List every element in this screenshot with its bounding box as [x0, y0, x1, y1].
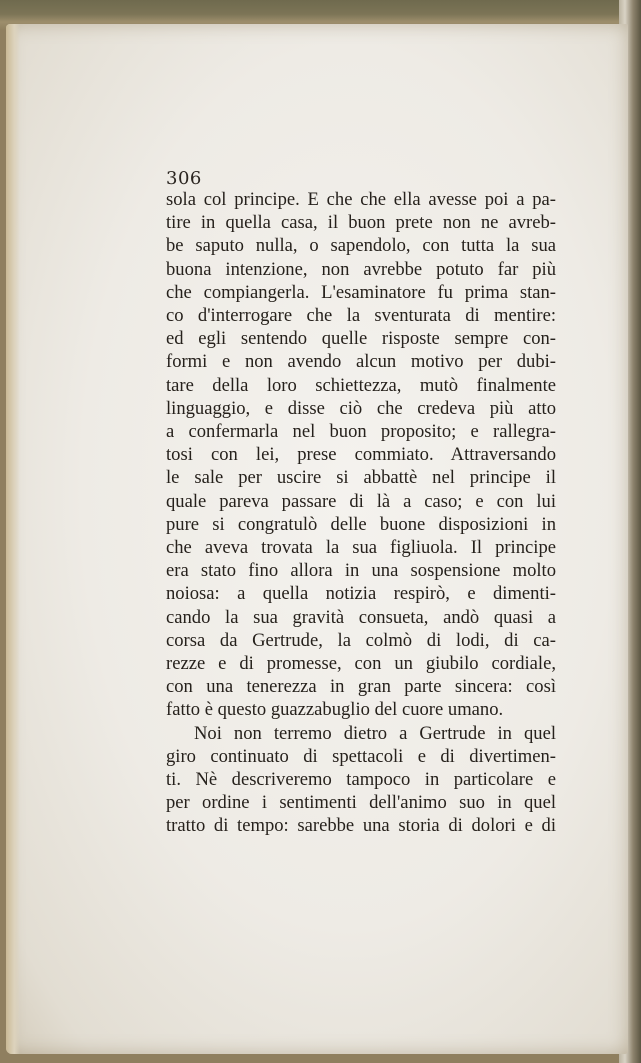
- text-line: Noi non terremo dietro a Gertrude in quel: [194, 722, 556, 744]
- text-line: co d'interrogare che la sventurata di mentire:: [166, 305, 556, 327]
- text-line: tire in quella casa, il buon prete non ne avreb-: [166, 212, 556, 234]
- text-line: era stato fino allora in una sospensione molto: [166, 560, 556, 582]
- text-line: corsa da Gertrude, la colmò di lodi, di ca-: [166, 629, 556, 651]
- text-line: per ordine i sentimenti dell'animo suo in quel: [166, 792, 556, 814]
- text-line: rezze e di promesse, con un giubilo cordiale,: [166, 653, 556, 675]
- text-line: fatto è questo guazzabuglio del cuore umano.: [166, 699, 504, 721]
- text-line: buona intenzione, non avrebbe potuto far più: [166, 258, 556, 280]
- text-line: che aveva trovata la sua figliuola. Il principe: [166, 537, 556, 559]
- text-line: formi e non avendo alcun motivo per dubi-: [166, 351, 556, 373]
- text-line: be saputo nulla, o sapendolo, con tutta la sua: [166, 235, 556, 257]
- text-line: linguaggio, e disse ciò che credeva più atto: [166, 397, 556, 419]
- text-line: tosi con lei, prese commiato. Attraversando: [166, 444, 556, 466]
- text-line: pure si congratulò delle buone disposizioni in: [166, 513, 556, 535]
- text-line: cando la sua gravità consueta, andò quasi a: [166, 606, 556, 628]
- text-line: noiosa: a quella notizia respirò, e dimenti-: [166, 583, 556, 605]
- text-line: che compiangerla. L'esaminatore fu prima stan-: [166, 281, 556, 303]
- text-line: a confermarla nel buon proposito; e rallegra-: [166, 421, 556, 443]
- text-line: con una tenerezza in gran parte sincera: così: [166, 676, 556, 698]
- text-line: giro continuato di spettacoli e di divertimen-: [166, 745, 556, 767]
- text-line: sola col principe. E che che ella avesse poi a pa-: [166, 189, 556, 210]
- text-line: quale pareva passare di là a caso; e con lui: [166, 490, 556, 512]
- body-text: [166, 188, 556, 838]
- text-line: ti. Nè descriveremo tampoco in particolare e: [166, 769, 556, 791]
- text-line: tratto di tempo: sarebbe una storia di dolori e di: [166, 815, 556, 837]
- page-number: 306: [166, 168, 202, 189]
- text-line: tare della loro schiettezza, mutò finalmente: [166, 374, 556, 396]
- text-line: le sale per uscire si abbattè nel principe il: [166, 467, 556, 489]
- text-line: ed egli sentendo quelle risposte sempre con-: [166, 328, 556, 350]
